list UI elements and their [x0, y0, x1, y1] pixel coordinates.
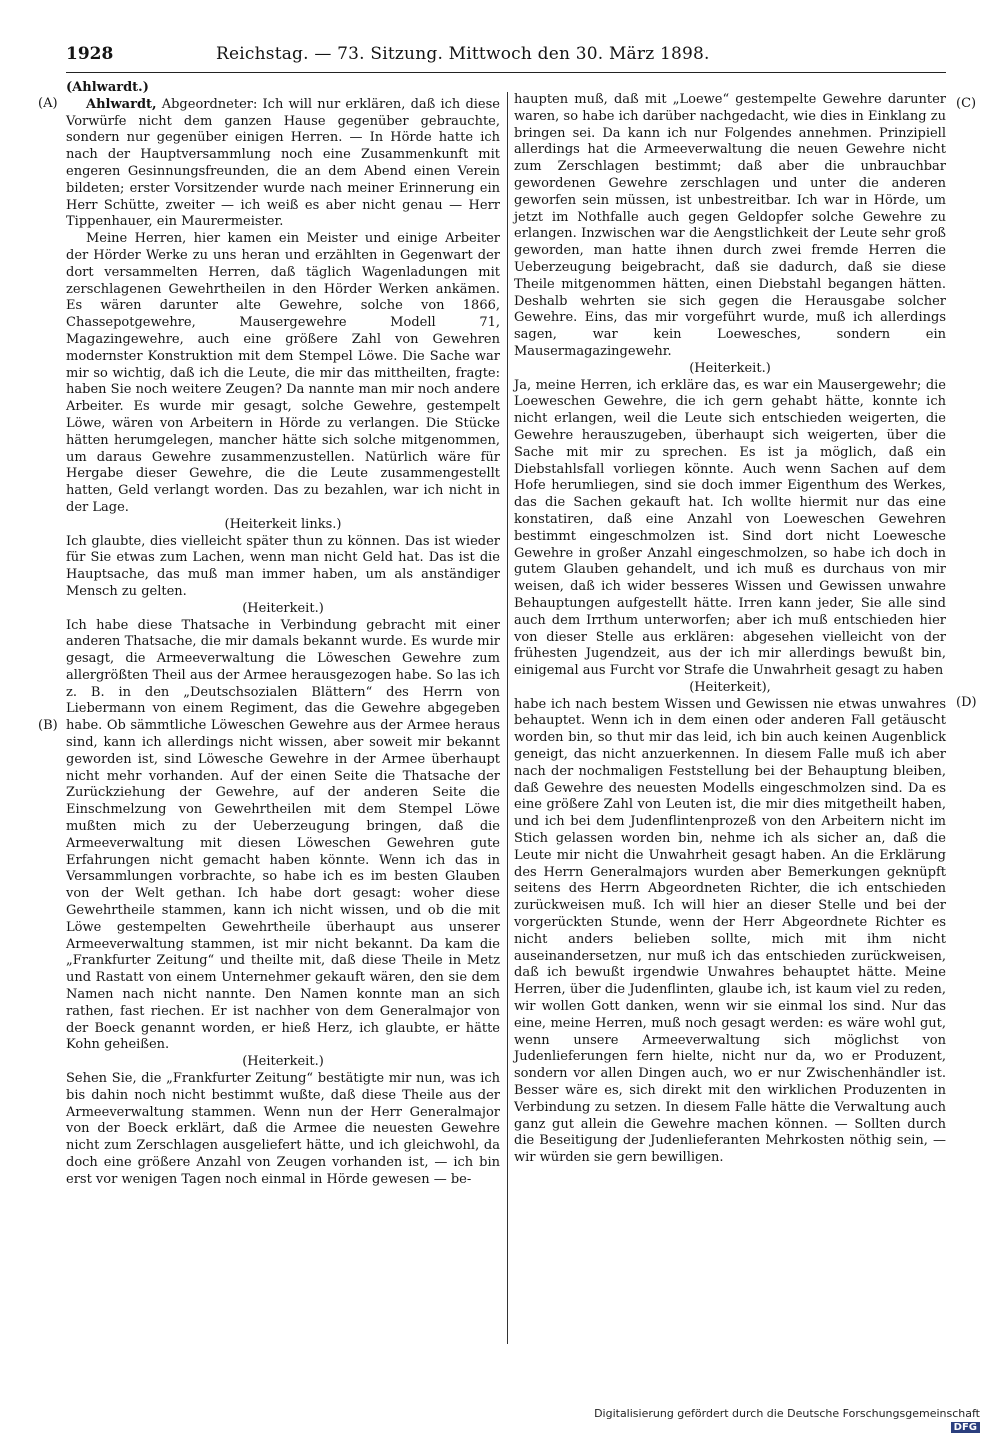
interjection: (Heiterkeit.): [242, 600, 324, 616]
speaker-name: Ahlwardt,: [86, 96, 157, 112]
interjection: (Heiterkeit.): [242, 1054, 324, 1070]
paragraph: habe ich nach bestem Wissen und Gewissen nie etwas unwahres behauptet. Wenn ich in dem einen oder anderen Fall getäuscht worden bin, so thut mir das leid, ich bin auch keinen Augenblick geneigt, das nicht anzuerkennen. In diesem Falle muß ich aber nach der nochmaligen Feststellung bei der Behauptung bleiben, daß Gewehre des neuesten Modells eingeschmolzen sind. Da es eine größere Zahl von Leuten ist, die mir dies mitgetheilt haben, und ich bei dem Judenflintenprozeß von den Arbeitern nicht im Stich gelassen worden bin, nehme ich als sicher an, daß die Leute mir nicht die Unwahrheit gesagt haben. An die Erklärung des Herrn Generalmajors wurden aber Bemerkungen geknüpft seitens des Herrn Abgeordneten Richter, die ich entschieden zurückweisen muß. Ich will hier an dieser Stelle und bei der vorgerückten Stunde, wenn der Herr Abgeordnete Richter es nicht anders belieben sollte, mich mit ihm nicht auseinandersetzen, nur muß ich das entschieden zurückweisen, daß ich bewußt irgendwie Unwahres behauptet hätte. Meine Herren, über die Judenflinten, glaube ich, ist kaum viel zu reden, wir wollen Gott danken, wenn wir sie einmal los sind. Nur das eine, meine Herren, muß noch gesagt werden: es wäre wohl gut, wenn unsere Armeeverwaltung sich möglichst von Judenlieferungen fern hielte, nicht nur da, wo er Produzent, sondern vor allen Dingen auch, wo er nur Zwischenhändler ist. Besser wäre es, sich direkt mit den wirklichen Produzenten in Verbindung zu setzen. In diesem Falle hätte die Verwaltung auch ganz gut allein die Gewehre machen können. — Sollten durch die Beseitigung der Judenlieferanten Mehrkosten nöthig sein, — wir würden sie gern bewilligen.: [514, 696, 946, 1166]
paragraph: Ja, meine Herren, ich erkläre das, es war ein Mausergewehr; die Loeweschen Gewehre, die ich gern gehabt hätte, konnte ich nicht erlangen, weil die Leute sich entschieden weigerten, die Gewehre herauszugeben, überhaupt sich weigerten, über die Sache mit mir zu sprechen. Es ist ja möglich, daß ein Diebstahlsfall vorliegen könnte. Auch wenn Sachen auf dem Hofe herumliegen, sind sie doch immer Eigenthum des Werkes, das die Sachen gekauft hat. Ich wollte hiermit nur das eine konstatiren, daß eine Anzahl von Loeweschen Gewehren bestimmt eingeschmolzen ist. Sind dort nicht Loewesche Gewehre in großer Anzahl eingeschmolzen, so habe ich doch in gutem Glauben gehandelt, und ich muß es durchaus von mir weisen, daß ich wider besseres Wissen und Gewissen unwahre Behauptungen aufgestellt hätte. Irren kann jeder, Sie alle sind auch dem Irrthum unterworfen; aber ich muß entschieden hier von dieser Stelle aus erklären: abgesehen vielleicht von der frühesten Jugendzeit, aus der ich mir allerdings bewußt bin, einigemal aus Furcht vor Strafe die Unwahrheit gesagt zu haben: [514, 377, 946, 679]
margin-marker-a: (A): [38, 96, 58, 111]
credit-text: Digitalisierung gefördert durch die Deutsche Forschungsgemeinschaft: [594, 1407, 980, 1420]
speaker-continuation-tag: (Ahlwardt.): [66, 80, 149, 95]
page-number: 1928: [66, 44, 114, 64]
interjection: (Heiterkeit links.): [224, 516, 342, 532]
digitization-credit: [560, 1407, 980, 1433]
right-column: [514, 92, 946, 1167]
paragraph: [66, 97, 500, 231]
margin-marker-d: (D): [956, 695, 977, 710]
dfg-logo: DFG: [951, 1422, 980, 1433]
column-divider: [507, 92, 508, 1344]
interjection: (Heiterkeit.): [689, 360, 771, 376]
paragraph: Meine Herren, hier kamen ein Meister und einige Arbeiter der Hörder Werke zu uns heran und erzählten in Gegenwart der dort versammelten Herren, daß täglich Wagenladungen mit zerschlagenen Gewehrtheilen in den Hörder Werken ankämen. Es wären darunter alte Gewehre, solche von 1866, Chassepotgewehre, Mausergewehre Modell 71, Magazingewehre, auch eine größere Zahl von Gewehren modernster Konstruktion mit dem Stempel Löwe. Die Sache war mir so wichtig, daß ich die Leute, die mir das mittheilten, fragte: haben Sie noch weitere Zeugen? Da nannte man mir noch andere Arbeiter. Es wurde mir gesagt, solche Gewehre, gestempelt Löwe, wären von Arbeitern in Hörde zu verlangen. Die Stücke hätten herumgelegen, mancher hätte sich solche mitgenommen, um daraus Gewehre zusammenzustellen. Natürlich wäre für Hergabe dieser Gewehre, die die Leute zusammengestellt hatten, Geld verlangt worden. Das zu bezahlen, war ich nicht in der Lage.: [66, 231, 500, 515]
left-column: [66, 80, 500, 1189]
paragraph-text: Abgeordneter: Ich will nur erklären, daß ich diese Vorwürfe nicht dem ganzen Hause gegenüber gebrauchte, sondern nur gegenüber einigen Herren. — In Hörde hatte ich nach der Hauptversammlung noch eine Zusammenkunft mit engeren Gesinnungsfreunden, die an dem Abend einen Verein bildeten; erster Vorsitzender wurde nach meiner Erinnerung ein Herr Schütte, zweiter — ich weiß es aber nicht genau — Herr Tippenhauer, ein Maurermeister.: [66, 96, 500, 230]
interjection: (Heiterkeit),: [689, 679, 771, 695]
paragraph: Ich habe diese Thatsache in Verbindung gebracht mit einer anderen Thatsache, die mir damals bekannt wurde. Es wurde mir gesagt, die Armeeverwaltung die Löweschen Gewehre zum allergrößten Theil aus der Armee herausgezogen habe. So las ich z. B. in den „Deutschsozialen Blättern“ des Herrn von Liebermann von einem Regiment, das die Gewehre abgegeben habe. Ob sämmtliche Löweschen Gewehre aus der Armee heraus sind, kann ich allerdings nicht wissen, aber soweit mir bekannt geworden ist, sind Löwesche Gewehre in der Armee überhaupt nicht mehr vorhanden. Auf der einen Seite die Thatsache der Zurückziehung der Gewehre, auf der anderen Seite die Einschmelzung von Gewehrtheilen mit dem Stempel Löwe mußten mich zu der Ueberzeugung bringen, daß die Armeeverwaltung mit diesen Löweschen Gewehren gute Erfahrungen nicht gemacht haben könnte. Wenn ich das in Versammlungen vorbrachte, so habe ich es im besten Glauben von der Welt gethan. Ich habe dort gesagt: woher diese Gewehrtheile stammen, kann ich nicht wissen, und ob die mit Löwe gestempelten Gewehrtheile überhaupt aus unserer Armeeverwaltung stammen, ist mir nicht bekannt. Da kam die „Frankfurter Zeitung“ und theilte mit, daß diese Theile in Metz und Rastatt von einem Unternehmer gekauft wären, den sie dem Namen nach nicht nannte. Den Namen konnte man an sich rathen, fast riechen. Er ist nachher von dem Generalmajor von der Boeck genannt worden, er hieß Herz, ich glaubte, er hätte Kohn geheißen.: [66, 617, 500, 1053]
paragraph: Sehen Sie, die „Frankfurter Zeitung“ bestätigte mir nun, was ich bis dahin noch nicht bestimmt wußte, daß diese Theile aus der Armeeverwaltung stammen. Wenn nun der Herr Generalmajor von der Boeck erklärt, daß die Armee die neuesten Gewehre nicht zum Zerschlagen ausgeliefert hätte, und ich gleichwohl, da doch eine größere Anzahl von Zeugen vorhanden ist, — ich bin erst vor wenigen Tagen noch einmal in Hörde gewesen — be-: [66, 1071, 500, 1187]
margin-marker-c: (C): [956, 96, 977, 111]
running-title: Reichstag. — 73. Sitzung. Mittwoch den 30. März 1898.: [216, 44, 710, 64]
paragraph: haupten muß, daß mit „Loewe“ gestempelte Gewehre darunter waren, so habe ich darüber nachgedacht, wie dies in Einklang zu bringen sei. Da kann ich nur Folgendes annehmen. Prinzipiell allerdings hat die Armeeverwaltung die neuen Gewehre nicht zum Zerschlagen bestimmt; daß aber die unbrauchbar gewordenen Gewehre zerschlagen und unter die anderen geworfen sein müssen, ist unbestreitbar. Ich war in Hörde, um jetzt im Nothfalle auch gegen Geldopfer solche Gewehre zu erlangen. Inzwischen war die Aengstlichkeit der Leute sehr groß geworden, man hatte ihnen durch zwei fremde Herren die Ueberzeugung beigebracht, daß sie dadurch, daß sie diese Theile mitgenommen hätten, einen Diebstahl begangen hätten. Deshalb wehrten sie sich gegen die Herausgabe solcher Gewehre. Eins, das mir vorgeführt wurde, muß ich allerdings sagen, war kein Loewesches, sondern ein Mausermagazingewehr.: [514, 92, 946, 359]
paragraph: Ich glaubte, dies vielleicht später thun zu können. Das ist wieder für Sie etwas zum Lachen, wenn man nicht Geld hat. Das ist die Hauptsache, das muß man immer haben, um als anständiger Mensch zu gelten.: [66, 533, 500, 599]
running-header: [66, 44, 946, 73]
margin-marker-b: (B): [38, 718, 58, 733]
